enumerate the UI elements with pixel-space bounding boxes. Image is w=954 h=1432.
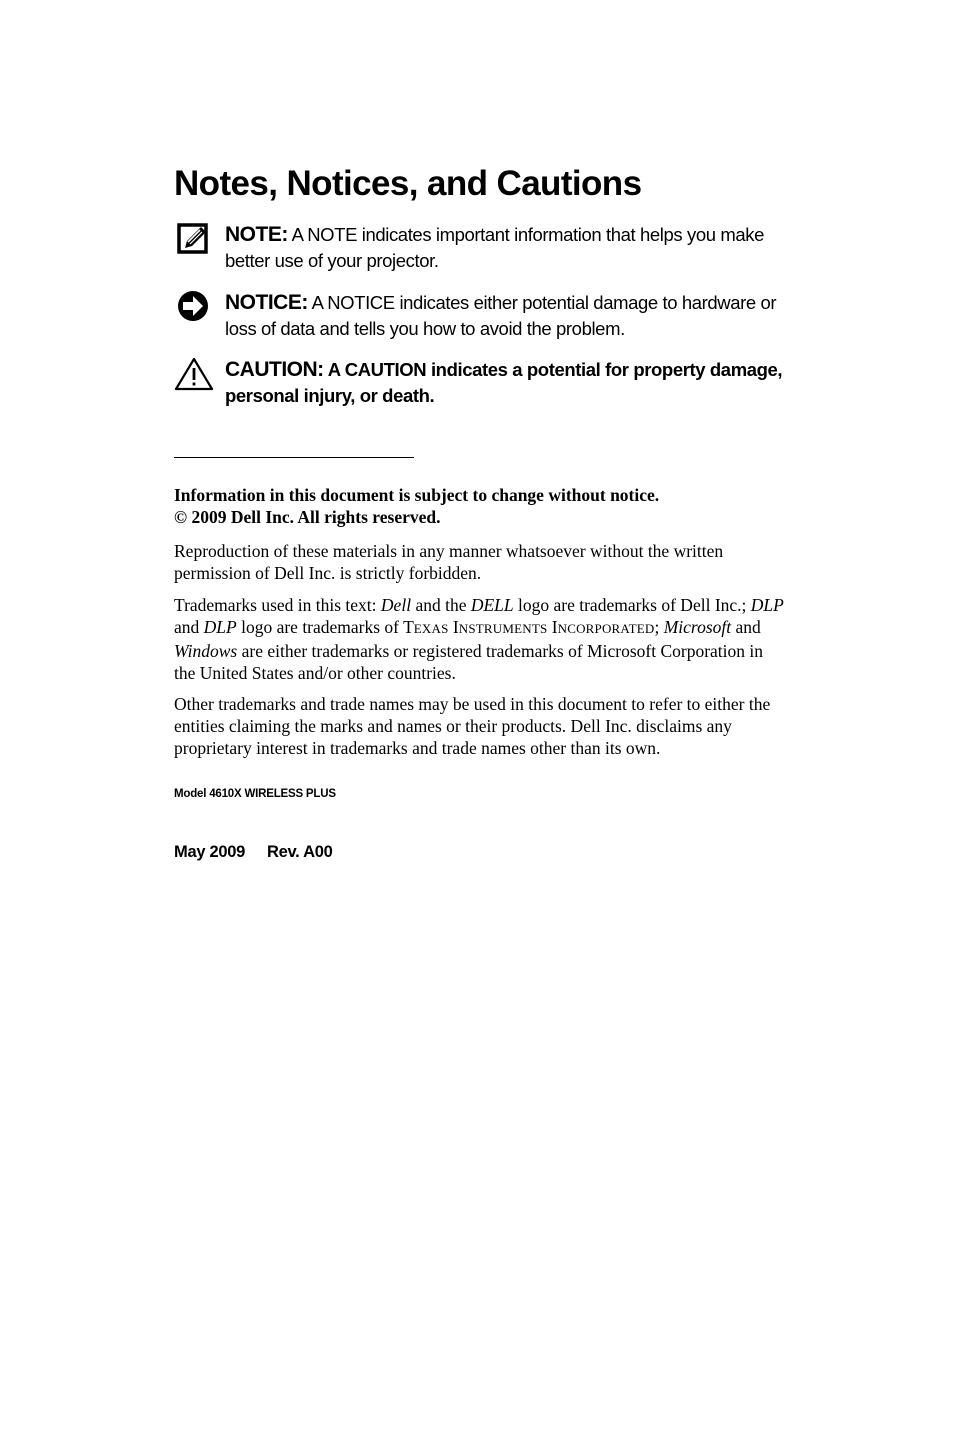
other-trademarks-text: Other trademarks and trade names may be used in this document to refer to either the entities claiming the marks and names or their products. Dell Inc. disclaims any proprietary interest in trademarks and trade names other than its own. — [174, 694, 771, 758]
trademarks-text: logo are trademarks of Dell Inc.; — [513, 595, 751, 615]
trademark-dell-logo: DELL — [470, 595, 514, 615]
trademarks-text: and the — [411, 595, 471, 615]
reproduction-paragraph — [174, 540, 786, 584]
reproduction-text: Reproduction of these materials in any manner whatsoever without the written permission of Dell Inc. is strictly forbidden. — [174, 541, 724, 583]
ti-smallcaps: NCORPORATED — [557, 621, 655, 636]
note-pencil-icon — [174, 222, 210, 256]
trademarks-paragraph — [174, 594, 786, 684]
page-title: Notes, Notices, and Cautions — [174, 164, 642, 203]
notice-label: NOTICE: — [225, 291, 308, 314]
change-notice-line: Information in this document is subject to change without notice. — [174, 485, 660, 505]
trademark-windows: Windows — [174, 641, 238, 661]
note-label: NOTE: — [225, 223, 288, 246]
note-text-area — [225, 222, 794, 274]
note-block — [174, 222, 794, 274]
notice-text: A NOTICE indicates either potential damage to hardware or loss of data and tells you how to avoid the problem. — [225, 292, 777, 339]
ti-smallcaps: NSTRUMENTS — [458, 621, 548, 636]
trademarks-text: and — [731, 617, 761, 637]
note-text: A NOTE indicates important information that helps you make better use of your projector. — [225, 224, 764, 271]
caution-label: CAUTION: — [225, 358, 324, 381]
ti-smallcaps: EXAS — [413, 621, 449, 636]
publication-info — [174, 843, 332, 862]
revision: Rev. A00 — [267, 843, 333, 861]
caution-block — [174, 357, 794, 409]
trademark-microsoft: Microsoft — [663, 617, 732, 637]
other-trademarks-paragraph — [174, 693, 786, 759]
notice-arrow-icon — [174, 290, 210, 324]
trademark-dlp: DLP — [750, 595, 784, 615]
trademarks-text: logo are trademarks of — [236, 617, 404, 637]
trademark-dlp-logo: DLP — [203, 617, 237, 637]
trademarks-text: and — [174, 617, 204, 637]
separator-rule — [174, 457, 414, 458]
model-number: Model 4610X WIRELESS PLUS — [174, 788, 336, 800]
ti-letter: T — [403, 617, 414, 637]
caution-text-area — [225, 357, 794, 409]
notice-text-area — [225, 290, 794, 342]
publication-date: May 2009 — [174, 843, 245, 861]
notice-block — [174, 290, 794, 342]
trademarks-text: Trademarks used in this text: — [174, 595, 381, 615]
trademarks-text: ; — [654, 617, 664, 637]
trademarks-text: are either trademarks or registered trademarks of Microsoft Corporation in the United States and/or other countries. — [174, 641, 763, 683]
texas-instruments — [403, 617, 654, 637]
caution-text: A CAUTION indicates a potential for property damage, personal injury, or death. — [225, 359, 783, 406]
change-notice — [174, 484, 786, 528]
trademark-dell: Dell — [380, 595, 412, 615]
ti-letter: I — [448, 617, 459, 637]
copyright-line: © 2009 Dell Inc. All rights reserved. — [174, 507, 441, 527]
ti-letter: I — [547, 617, 558, 637]
caution-warning-icon — [174, 357, 214, 391]
